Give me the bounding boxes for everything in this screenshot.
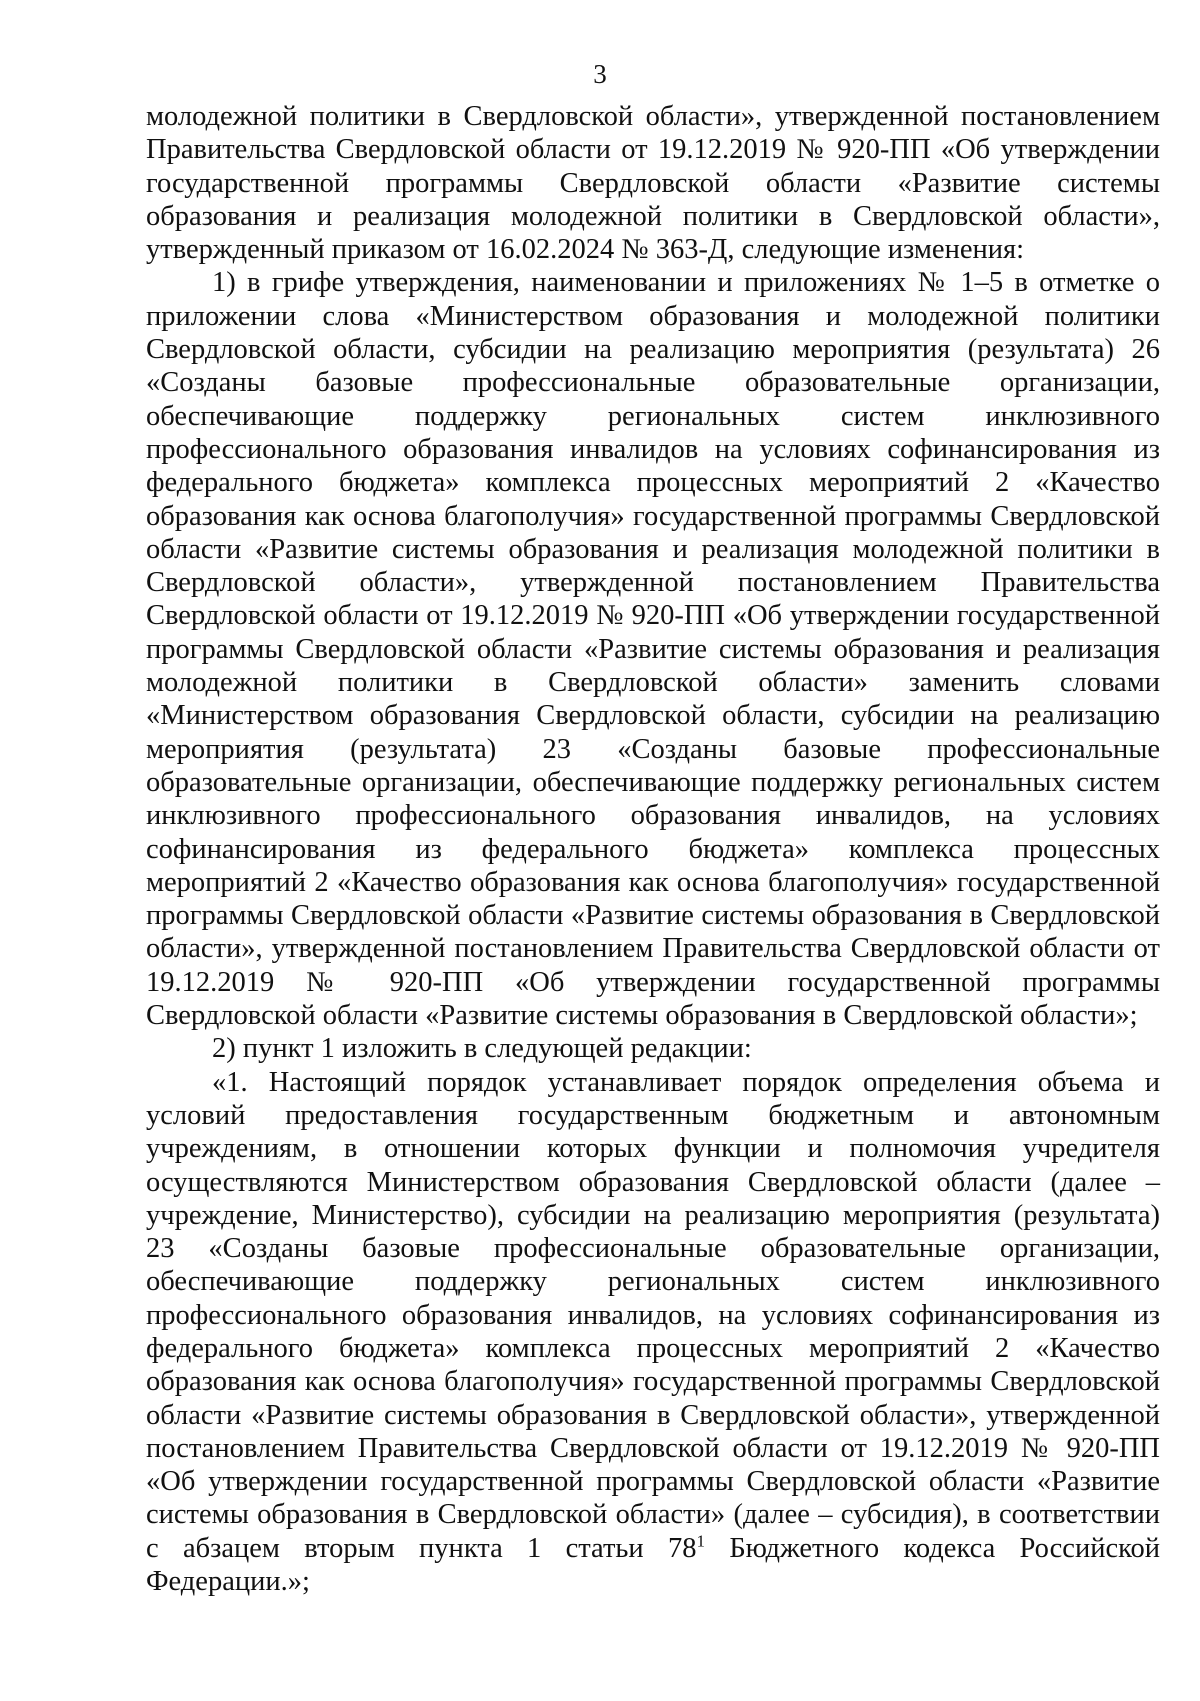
page-number: 3 <box>593 59 607 89</box>
paragraph-item-1: 1) в грифе утверждения, наименовании и приложениях № 1–5 в отметке о приложении слова «Министерством образования и молодежной политики Свердловской области, субсидии на реализацию мероприятия (результата) 26 «Созданы базовые профессиональные образовательные организации, обеспечивающие поддержку региональных систем инклюзивного профессионального образования инвалидов на условиях софинансирования из федерального бюджета» комплекса процессных мероприятий 2 «Качество образования как основа благополучия» государственной программы Свердловской области «Развитие системы образования и реализация молодежной политики в Свердловской области», утвержденной постановлением Правительства Свердловской области от 19.12.2019 № 920-ПП «Об утверждении государственной программы Свердловской области «Развитие системы образования и реализация молодежной политики в Свердловской области» заменить словами «Министерством образования Свердловской области, субсидии на реализацию мероприятия (результата) 23 «Созданы базовые профессиональные образовательные организации, обеспечивающие поддержку региональных систем инклюзивного профессионального образования инвалидов, на условиях софинансирования из федерального бюджета» комплекса процессных мероприятий 2 «Качество образования как основа благополучия» государственной программы Свердловской области «Развитие системы образования в Свердловской области», утвержденной постановлением Правительства Свердловской области от 19.12.2019 № 920-ПП «Об утверждении государственной программы Свердловской области «Развитие системы образования в Свердловской области»; <box>146 267 1160 1032</box>
clause-text-main: «1. Настоящий порядок устанавливает порядок определения объема и условий предоставления государственным бюджетным и автономным учреждениям, в отношении которых функции и полномочия учредителя осуществляются Министерством образования Свердловской области (далее – учреждение, Министерство), субсидии на реализацию мероприятия (результата) 23 «Созданы базовые профессиональные образовательные организации, обеспечивающие поддержку региональных систем инклюзивного профессионального образования инвалидов, на условиях софинансирования из федерального бюджета» комплекса процессных мероприятий 2 «Качество образования как основа благополучия» государственной программы Свердловской области «Развитие системы образования в Свердловской области», утвержденной постановлением Правительства Свердловской области от 19.12.2019 № 920-ПП «Об утверждении государственной программы Свердловской области «Развитие системы образования в Свердловской области» (далее – субсидия), в соответствии с абзацем вторым пункта 1 статьи 78 <box>146 1066 1160 1564</box>
clause-text-end: Бюджетного кодекса Российской Федерации.»; <box>146 1532 1161 1598</box>
article-superscript: 1 <box>696 1531 706 1551</box>
document-body <box>146 100 1160 1598</box>
paragraph-quoted-clause <box>146 1066 1160 1599</box>
paragraph-item-2: 2) пункт 1 изложить в следующей редакции: <box>212 1033 752 1065</box>
paragraph-intro: молодежной политики в Свердловской области», утвержденной постановлением Правительства Свердловской области от 19.12.2019 № 920-ПП «Об утверждении государственной программы Свердловской области «Развитие системы образования и реализация молодежной политики в Свердловской области», утвержденный приказом от 16.02.2024 № 363-Д, следующие изменения: <box>146 101 1160 266</box>
